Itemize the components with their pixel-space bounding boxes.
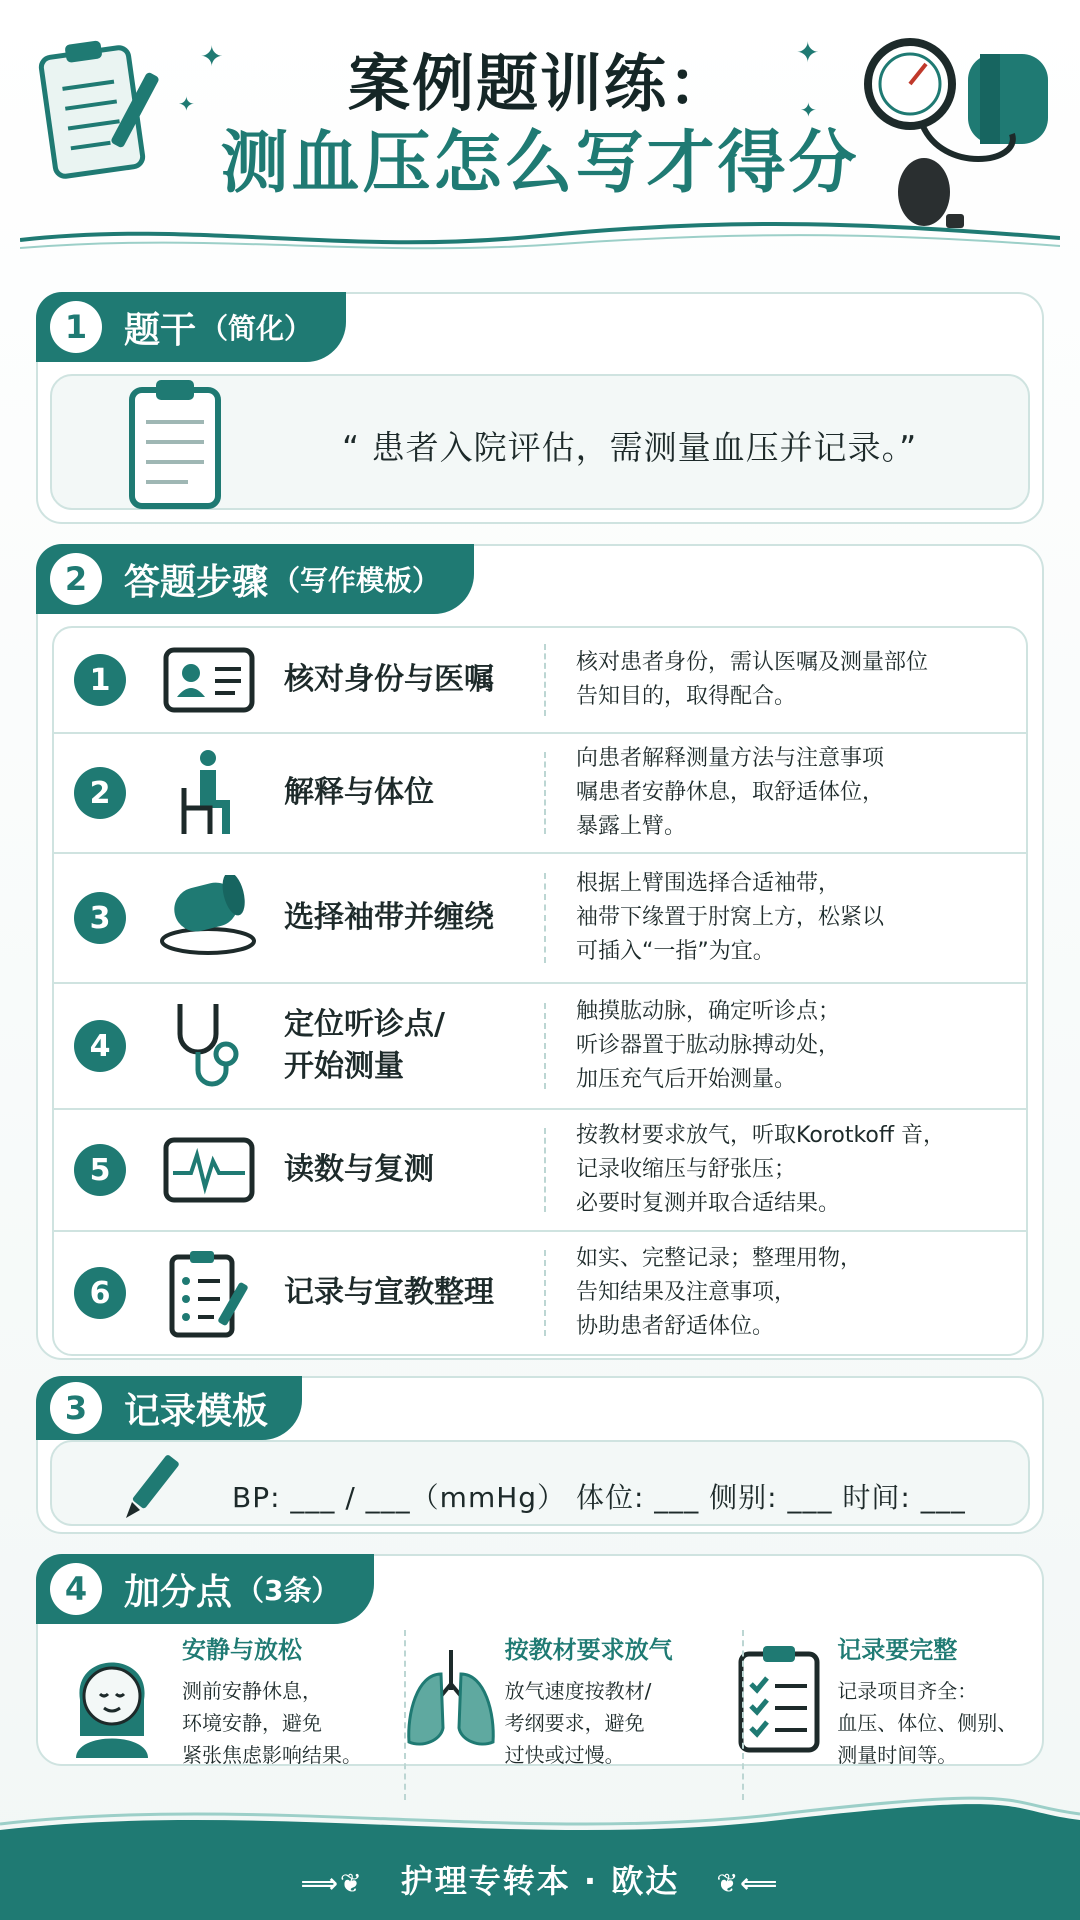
bonus-desc-line: 血压、体位、侧别、 [837,1711,1018,1735]
calm-woman-icon [62,1640,162,1760]
step-divider [544,873,546,963]
desc-line: 嘱患者安静休息，取舒适体位， [576,779,885,805]
desc-line: 听诊器置于肱动脉搏动处， [576,1032,841,1058]
ecg-monitor-icon [154,1127,264,1213]
desc-line: 告知结果及注意事项， [576,1279,797,1305]
desc-line: 协助患者舒适体位。 [576,1314,775,1340]
step-name-line: 开始测量 [284,1049,404,1084]
desc-line: 暴露上臂。 [576,814,687,840]
sparkle-icon: ✦ [178,92,195,116]
steps-list [52,626,1028,1356]
step-row [54,982,1026,1108]
sparkle-icon: ✦ [796,36,820,69]
bonus-desc-line: 测前安静休息， [182,1679,322,1703]
seated-person-icon [154,750,264,836]
section-stem [36,292,1044,524]
bonus-point [725,1630,1028,1810]
desc-line: 可插入“一指”为宜。 [576,939,775,965]
lungs-icon [403,1644,499,1754]
bonus-desc-line: 环境安静，避免 [182,1711,322,1735]
section-title: 记录模板 [124,1390,269,1432]
section-header [36,1376,302,1440]
step-row [54,628,1026,732]
step-description [576,867,884,969]
step-divider [544,1003,546,1090]
desc-line: 袖带下缘置于肘窝上方，松紧以 [576,904,885,930]
stem-box [50,374,1030,510]
stethoscope-icon [154,1003,264,1089]
desc-line: 根据上臂围选择合适袖带， [576,870,841,896]
desc-line: 向患者解释测量方法与注意事项 [576,745,885,771]
section-title: 题干 [124,309,197,351]
desc-line: 必要时复测并取合适结果。 [576,1191,841,1217]
desc-line: 按教材要求放气，听取Korotkoff 音， [576,1122,946,1148]
desc-line: 触摸肱动脉，确定听诊点； [576,998,841,1024]
sparkle-icon: ✦ [800,98,817,122]
step-number: 5 [74,1144,126,1196]
step-name: 读数与复测 [284,1152,434,1187]
sparkle-icon: ✦ [200,40,224,73]
desc-line: 核对患者身份，需认医嘱及测量部位 [576,649,929,675]
bp-cuff-icon [154,875,264,961]
section-subtitle: （写作模板） [272,564,441,597]
section-subtitle: （3条） [236,1574,340,1607]
bonus-desc-line: 考纲要求，避免 [504,1711,645,1735]
step-description [576,742,884,844]
section-bonus-points [36,1554,1044,1766]
bonus-desc-line: 放气速度按教材/ [504,1679,652,1703]
step-divider [544,1250,546,1335]
bonus-desc-line: 过快或过慢。 [504,1743,625,1767]
section-header [36,1554,374,1624]
step-divider [544,1128,546,1212]
section-title: 答题步骤 [124,561,269,603]
section-subtitle: （简化） [200,312,313,345]
step-number: 2 [74,767,126,819]
bonus-title: 记录要完整 [837,1636,958,1664]
section-record-template [36,1376,1044,1534]
section-number: 1 [50,301,102,353]
footer-text: 护理专转本 · 欧达 [400,1862,680,1900]
step-divider [544,644,546,717]
laurel-left-icon: ⟹❦ [300,1869,364,1899]
page-title [0,48,1080,203]
step-number: 3 [74,892,126,944]
step-name [284,1004,534,1088]
step-number: 1 [74,654,126,706]
checklist-pen-icon [154,1250,264,1336]
stem-quote: “ 患者入院评估，需测量血压并记录。” [342,428,918,467]
step-description [576,646,928,714]
section-header [36,292,346,362]
step-name-line: 定位听诊点/ [284,1007,445,1042]
step-description [576,1119,945,1221]
desc-line: 如实、完整记录；整理用物， [576,1245,863,1271]
bonus-divider [742,1630,744,1800]
clipboard-icon [122,376,232,512]
desc-line: 记录收缩压与舒张压； [576,1156,797,1182]
section-number: 2 [50,553,102,605]
bonus-divider [404,1630,406,1800]
step-number: 6 [74,1267,126,1319]
step-description [576,1242,862,1344]
section-number: 3 [50,1382,102,1434]
title-line-1: 案例题训练： [347,47,732,120]
bonus-desc-line: 紧张焦虑影响结果。 [182,1743,362,1767]
step-description [576,995,840,1097]
step-divider [544,752,546,835]
step-row [54,852,1026,982]
checklist-icon [735,1644,825,1754]
template-box [50,1440,1030,1526]
record-template-text: BP: ___ / ___（mmHg） 体位: ___ 侧别: ___ 时间: ___ [232,1481,966,1514]
step-row [54,1230,1026,1354]
bonus-point [389,1630,726,1810]
section-number: 4 [50,1563,102,1615]
section-steps [36,544,1044,1360]
section-title: 加分点 [124,1571,233,1613]
pencil-icon [118,1448,188,1522]
bonus-title: 安静与放松 [182,1636,302,1664]
bonus-point [52,1630,389,1810]
wave-divider [20,218,1060,258]
step-name: 核对身份与医嘱 [284,662,494,697]
bonus-title: 按教材要求放气 [504,1636,673,1664]
step-name: 选择袖带并缠绕 [284,900,494,935]
step-row [54,1108,1026,1230]
title-line-2: 测血压怎么写才得分 [220,124,860,204]
bonus-desc-line: 记录项目齐全： [837,1679,978,1703]
laurel-right-icon: ❦⟸ [716,1869,780,1899]
step-number: 4 [74,1020,126,1072]
step-name: 解释与体位 [284,775,434,810]
footer [0,1790,1080,1920]
bonus-points-row [52,1630,1028,1810]
section-header [36,544,474,614]
desc-line: 告知目的，取得配合。 [576,684,797,709]
id-card-icon [154,637,264,723]
step-name: 记录与宣教整理 [284,1275,494,1310]
footer-brand [0,1856,1080,1902]
bonus-desc-line: 测量时间等。 [837,1743,958,1767]
step-row [54,732,1026,852]
desc-line: 加压充气后开始测量。 [576,1067,797,1093]
